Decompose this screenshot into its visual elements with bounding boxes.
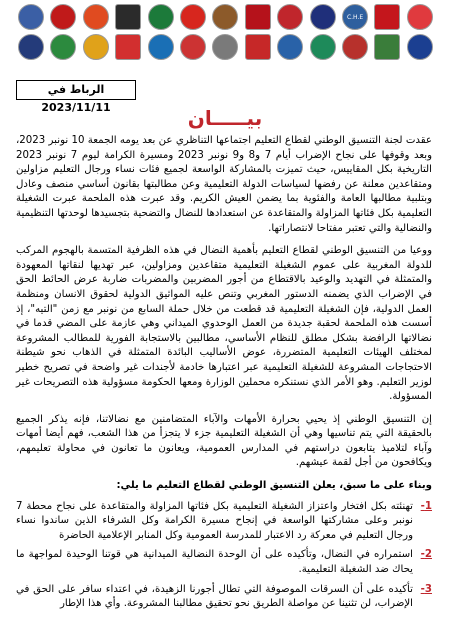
hand-emblem-logo — [115, 34, 141, 60]
open-hands-emblem-logo — [310, 34, 336, 60]
union-emblem-logo — [83, 4, 109, 30]
bird-emblem-logo — [18, 4, 44, 30]
date-value: 2023/11/11 — [41, 101, 111, 114]
paragraph: ووعيا من التنسيق الوطني لقطاع التعليم بأهمية النضال في هذه الظرفية المتسمة بالهجوم المركب للدولة المغربية على عموم الشغيلة التعليمية متقاعدين ومزاولين، عبر تهديها لنقاتها المعهودة والمتمثلة في التهديد والوعيد بالاقتطاع من أجور المضربين والمضربات ضاربة عرض الحائط الحق في الإضراب الذي يضمنه الدستور المغربي وتنص عليه المواثيق الدولية لحقوق الانسان ومنظمة العمل الدولية، فإن الشغيلة التعليمية قد قطعت من خلال حملة السابع من نونبر مع زمن "التيه"، إذ أسست هذه الملحمة لحقبة جديدة من العمل الوحدوي الميداني وهي عازمة على المضي قدما في نضالاتها الرافضة بشكل مطلق للنظام الأساسي، مطالبين بالاستجابة الفورية للمطالب المشروعة لمختلف الهيئات التعليمية المتضررة، عوض الأساليب البائدة المتمثلة في الذهاب نحو شيطنة الاحتجاجات المشروعة للشغيلة التعليمية عبر اعتبارها خادمة لأجندات غير واضحة في تصريح خطير لوزير التعليم. وهو الأمر الذي نستنكره محملين الوزارة ومعها الحكومة مسؤولية هذه التصريحات غير المسؤولة. — [16, 245, 432, 403]
che-logo-label: C.H.E — [346, 13, 364, 21]
wheel-emblem-logo — [212, 4, 238, 30]
date-box — [16, 80, 136, 114]
people-emblem-logo — [277, 4, 303, 30]
seal-emblem-logo — [407, 34, 433, 60]
star-emblem-logo — [148, 34, 174, 60]
torch-emblem-logo — [50, 34, 76, 60]
declaration-item — [16, 500, 432, 544]
school-emblem-logo — [374, 34, 400, 60]
document-title: بيـــــان — [187, 106, 263, 130]
dove-emblem-logo — [277, 34, 303, 60]
item-text: تأكيده على أن السرقات الموصوفة التي تطال أجورنا الزهيدة، في اعتداء سافر على الحق في الإضراب، لن تثنينا عن مواصلة الطريق نحو تحقيق مطالبنا المشروعة. وأي هذا الإطار — [16, 583, 413, 610]
paragraph: إن التنسيق الوطني إذ يحيي بحرارة الأمهات والآباء المتضامنين مع نضالاتنا، فإنه يذكر الجميع بالحقيقة التي يتم تناسيها وهي أن الشغيلة التعليمية جزء لا يتجزأ من هذا الشعب، فهم أيضا أمهات وآباء لتلاميذ يتابعون دراستهم في المدارس العمومية، ويعانون ما تعانون في محاولة تعليمهم، ويكافحون من أجل لقمة عيشهم. — [16, 413, 432, 469]
paragraph: عقدت لجنة التنسيق الوطني لقطاع التعليم اجتماعها التناظري عن بعد يومه الجمعة 10 نونبر 2023، وبعد وقوفها على نجاح الإضراب أيام 7 و8 و9 نونبر 2023 ومسيرة الكرامة ليوم 7 نونبر 2023 التاريخية بكل المقاييس، حيث تميزت بالمشاركة الواسعة لجميع فئات نساء ورجال التعليم مزاولين ومتقاعدين معلنة عن رفضها لسياسات الدولة التعليمية وعن مطالبتها بقانون أساسي منصف وعادل وبتلبية مطالبها العامة والفئوية بما يضمن العيش الكريم. وقد عبرت هذه الملحمة عبرت الشغيلة التعليمية بكل فئاتها المزاولة والمتقاعدة عن استعدادها للنضال والتضحية بتجسيدها لوحدتها التنظيمية والنضالية والتي تعتبر مفتاحا لانتصاراتها. — [16, 135, 432, 234]
item-number: 1- — [420, 500, 432, 512]
seal-emblem-logo — [310, 4, 336, 30]
chart-emblem-logo — [180, 34, 206, 60]
statement-body — [16, 134, 432, 617]
logo-row-top — [18, 4, 433, 30]
logo-row-bottom — [18, 34, 433, 60]
hands-emblem-logo — [180, 4, 206, 30]
cross-emblem-logo — [374, 4, 400, 30]
date-label: الرباط في — [47, 83, 105, 96]
figure-emblem-logo — [148, 4, 174, 30]
circle-emblem-logo — [83, 34, 109, 60]
star-emblem-logo — [50, 4, 76, 30]
item-number: 2- — [420, 549, 432, 561]
item-text: استمراره في النضال، وتأكيده على أن الوحدة النضالية الميدانية هي قوتنا الوحيدة لمواجهة ما يحاك ضد الشغيلة التعليمية. — [16, 549, 413, 576]
item-text: تهنئته بكل افتخار واعتزاز الشغيلة التعليمية بكل فئاتها المزاولة والمتقاعدة على نجاح محطة 7 نونبر وعلى مشاركتها الواسعة في إنجاح مسيرة الكرامة وكل الشرفاء الذين ساندوا نساء ورجال التعليم في معركة رد الاعتبار للمدرسة العمومية وكل المنابر الإعلامية الحاضرة — [16, 500, 413, 541]
shield-emblem-logo — [18, 34, 44, 60]
gear-emblem-logo — [212, 34, 238, 60]
declaration-item — [16, 548, 432, 577]
flag-emblem-logo — [407, 4, 433, 30]
item-number: 3- — [420, 583, 432, 595]
wreath-emblem-logo — [342, 4, 368, 30]
organization-logos — [18, 4, 433, 64]
circle-emblem-logo — [115, 4, 141, 30]
globe-emblem-logo — [245, 34, 271, 60]
book-emblem-logo — [245, 4, 271, 30]
declaration-heading: وبناء على ما سبق، يعلن التنسيق الوطني لقطاع التعليم ما يلي: — [116, 480, 432, 492]
declaration-item — [16, 583, 432, 612]
circle-emblem-logo — [342, 34, 368, 60]
